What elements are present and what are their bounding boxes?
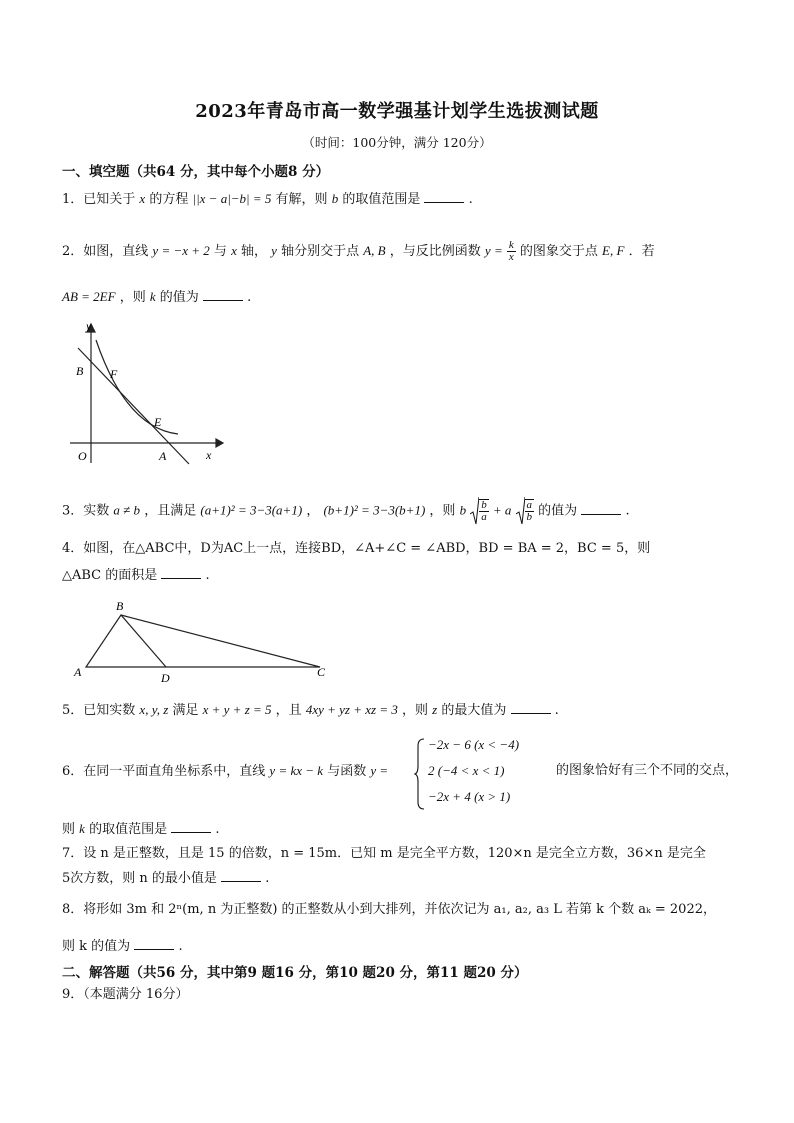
q5-text-c: ，且	[275, 703, 302, 718]
q3-text-a: 3．实数	[62, 503, 110, 519]
q5-text-b: 满足	[172, 703, 199, 718]
radical-sign-icon	[470, 496, 479, 526]
q2-frac-den: x	[508, 251, 514, 263]
question-2-line-2	[62, 288, 251, 307]
q6-text-b: 与函数	[327, 764, 367, 779]
fig2-label-a: A	[159, 449, 167, 463]
q7-text-a: 5次方数，则 n 的最小值是	[62, 871, 217, 886]
triangle-abc	[86, 615, 320, 667]
q5-text-a: 5．已知实数	[62, 703, 136, 718]
q6-case-1: −2x − 6 (x < −4)	[428, 737, 520, 752]
fig2-label-o: O	[78, 449, 87, 463]
fig2-label-b: B	[76, 364, 84, 378]
q3-expr-b: b	[459, 502, 467, 518]
line-ab	[78, 348, 189, 464]
q2-func-lhs: y =	[484, 243, 503, 258]
q3-text-b: ，且满足	[144, 503, 197, 519]
q2-end: .	[247, 290, 252, 305]
radical-sign-icon	[516, 496, 525, 526]
q3-plus-a: + a	[492, 502, 512, 518]
fig2-label-f: F	[110, 367, 118, 381]
x-axis-arrow	[216, 439, 223, 447]
section-heading-solutions: 二、解答题（共56 分，其中第9 题16 分，第10 题20 分，第11 题20 分）	[62, 965, 528, 981]
question-7: 7．设 n 是正整数，且是 15 的倍数，n = 15m．已知 m 是完全平方数，120×n 是完全立方数，36×n 是完全	[62, 846, 706, 861]
q5-equation-2: 4xy + yz + xz = 3	[305, 702, 398, 717]
question-8: 8．将形如 3m 和 2ⁿ(m, n 为正整数) 的正整数从小到大排列，并依次记为 a₁, a₂, a₃ L 若第 k 个数 aₖ = 2022，	[62, 902, 716, 917]
q5-equation-1: x + y + z = 5	[202, 702, 272, 717]
q2-text-f: 的图象交于点	[519, 244, 598, 259]
question-2	[62, 240, 655, 263]
q8-text-a: 则 k 的值为	[62, 939, 131, 954]
q3-sqrt-a-over-b	[516, 496, 535, 526]
q2-points-ab: A, B	[363, 243, 386, 258]
q6-func-lhs: y =	[370, 763, 389, 778]
question-6	[62, 762, 388, 781]
q1-text-b: 的方程	[149, 192, 189, 207]
q6-text-a: 6．在同一平面直角坐标系中，直线	[62, 764, 266, 779]
fig4-label-c: C	[317, 665, 326, 679]
q2-fraction-k-over-x	[507, 240, 516, 263]
page-subtitle: （时间：100分钟，满分 120分）	[302, 135, 492, 150]
q3-equation-1: (a+1)² = 3−3(a+1)	[200, 502, 303, 518]
q3-frac2-den: b	[526, 511, 533, 523]
question-1	[62, 190, 473, 209]
fig4-label-a: A	[74, 665, 82, 679]
q3-answer-blank	[581, 502, 621, 515]
q1-answer-blank	[424, 190, 464, 203]
section-heading-fill-blanks: 一、填空题（共64 分，其中每个小题8 分）	[62, 164, 330, 180]
q1-end: .	[468, 192, 473, 207]
q6-var-k: k	[79, 821, 85, 836]
q6-piecewise	[414, 736, 534, 810]
q2-condition: AB = 2EF	[62, 289, 116, 304]
q2-text-d: 轴分别交于点	[281, 244, 360, 259]
q2-var-k: k	[149, 289, 156, 304]
question-3	[62, 496, 630, 526]
q7-answer-blank	[221, 869, 261, 882]
fig4-label-b: B	[116, 599, 124, 613]
q2-figure	[66, 318, 226, 468]
q5-end: .	[554, 703, 559, 718]
q4-text-a: △ABC 的面积是	[62, 568, 158, 583]
q1-text-d: 的取值范围是	[342, 192, 421, 207]
q5-answer-blank	[511, 701, 551, 714]
q2-text-b: 与	[213, 244, 227, 259]
question-9: 9．（本题满分 16分）	[62, 987, 189, 1002]
q6-line-eq: y = kx − k	[269, 763, 324, 778]
q1-var-b: b	[331, 191, 339, 206]
q6-case-2: 2 (−4 < x < 1)	[428, 763, 505, 778]
q6-case-3: −2x + 4 (x > 1)	[428, 789, 511, 804]
q6-end: .	[215, 822, 220, 837]
q4-answer-blank	[161, 566, 201, 579]
q7-end: .	[265, 871, 270, 886]
q3-frac1-num: b	[481, 499, 487, 511]
q2-line-eq: y = −x + 2	[152, 243, 210, 258]
q1-text-c: 有解，则	[275, 192, 328, 207]
question-4: 4．如图，在△ABC中，D为AC上一点，连接BD，∠A+∠C = ∠ABD，BD = BA = 2，BC = 5，则	[62, 541, 651, 556]
q2-text-c: 轴，	[241, 244, 268, 259]
q3-frac2-num: a	[526, 499, 533, 511]
question-7-line-2	[62, 869, 269, 888]
q3-text-d: 的值为	[538, 503, 578, 519]
q2-points-ef: E, F	[602, 243, 625, 258]
q5-text-d: ，则	[401, 703, 428, 718]
q2-var-x: x	[231, 243, 237, 258]
q3-sqrt-b-over-a	[470, 496, 489, 526]
q1-text-a: 1．已知关于	[62, 192, 136, 207]
q1-var-x: x	[139, 191, 146, 206]
q8-answer-blank	[134, 937, 174, 950]
left-brace-icon	[414, 738, 426, 810]
segment-bd	[121, 615, 166, 667]
q3-frac1-den: a	[481, 511, 487, 523]
question-6-line-2	[62, 820, 220, 839]
q3-text-c: ，则	[429, 503, 456, 519]
q3-condition: a ≠ b	[113, 502, 141, 518]
q2-text-h: ，则	[119, 290, 146, 305]
question-8-line-2	[62, 937, 183, 956]
q2-var-y: y	[271, 243, 277, 258]
q5-text-e: 的最大值为	[441, 703, 507, 718]
q3-equation-2: (b+1)² = 3−3(b+1)	[323, 502, 426, 518]
q5-var-z: z	[432, 702, 438, 717]
page-title: 2023年青岛市高一数学强基计划学生选拔测试题	[195, 101, 599, 122]
q6-line2-b: 的取值范围是	[89, 822, 168, 837]
fig2-label-e: E	[154, 415, 162, 429]
q5-vars: x, y, z	[139, 702, 169, 717]
q4-figure	[68, 598, 338, 688]
q8-end: .	[178, 939, 183, 954]
q2-frac-num: k	[508, 239, 514, 251]
fig4-label-d: D	[161, 671, 170, 685]
fig2-label-x: x	[206, 448, 212, 462]
q6-answer-blank	[171, 820, 211, 833]
q2-text-e: ，与反比例函数	[389, 244, 481, 259]
q2-answer-blank	[203, 288, 243, 301]
q2-text-g: ．若	[628, 244, 655, 259]
question-4-line-2	[62, 566, 210, 585]
q6-line2-a: 则	[62, 822, 76, 837]
q4-end: .	[205, 568, 210, 583]
question-5	[62, 701, 559, 720]
q2-text-i: 的值为	[159, 290, 199, 305]
hyperbola-curve	[96, 340, 178, 434]
q3-sep: ，	[306, 503, 320, 519]
q6-text-c: 的图象恰好有三个不同的交点，	[556, 763, 739, 778]
fig2-label-y: y	[86, 319, 92, 333]
q1-equation: ||x − a|−b| = 5	[192, 191, 272, 206]
q2-text-a: 2．如图，直线	[62, 244, 149, 259]
q3-end: .	[625, 503, 630, 519]
